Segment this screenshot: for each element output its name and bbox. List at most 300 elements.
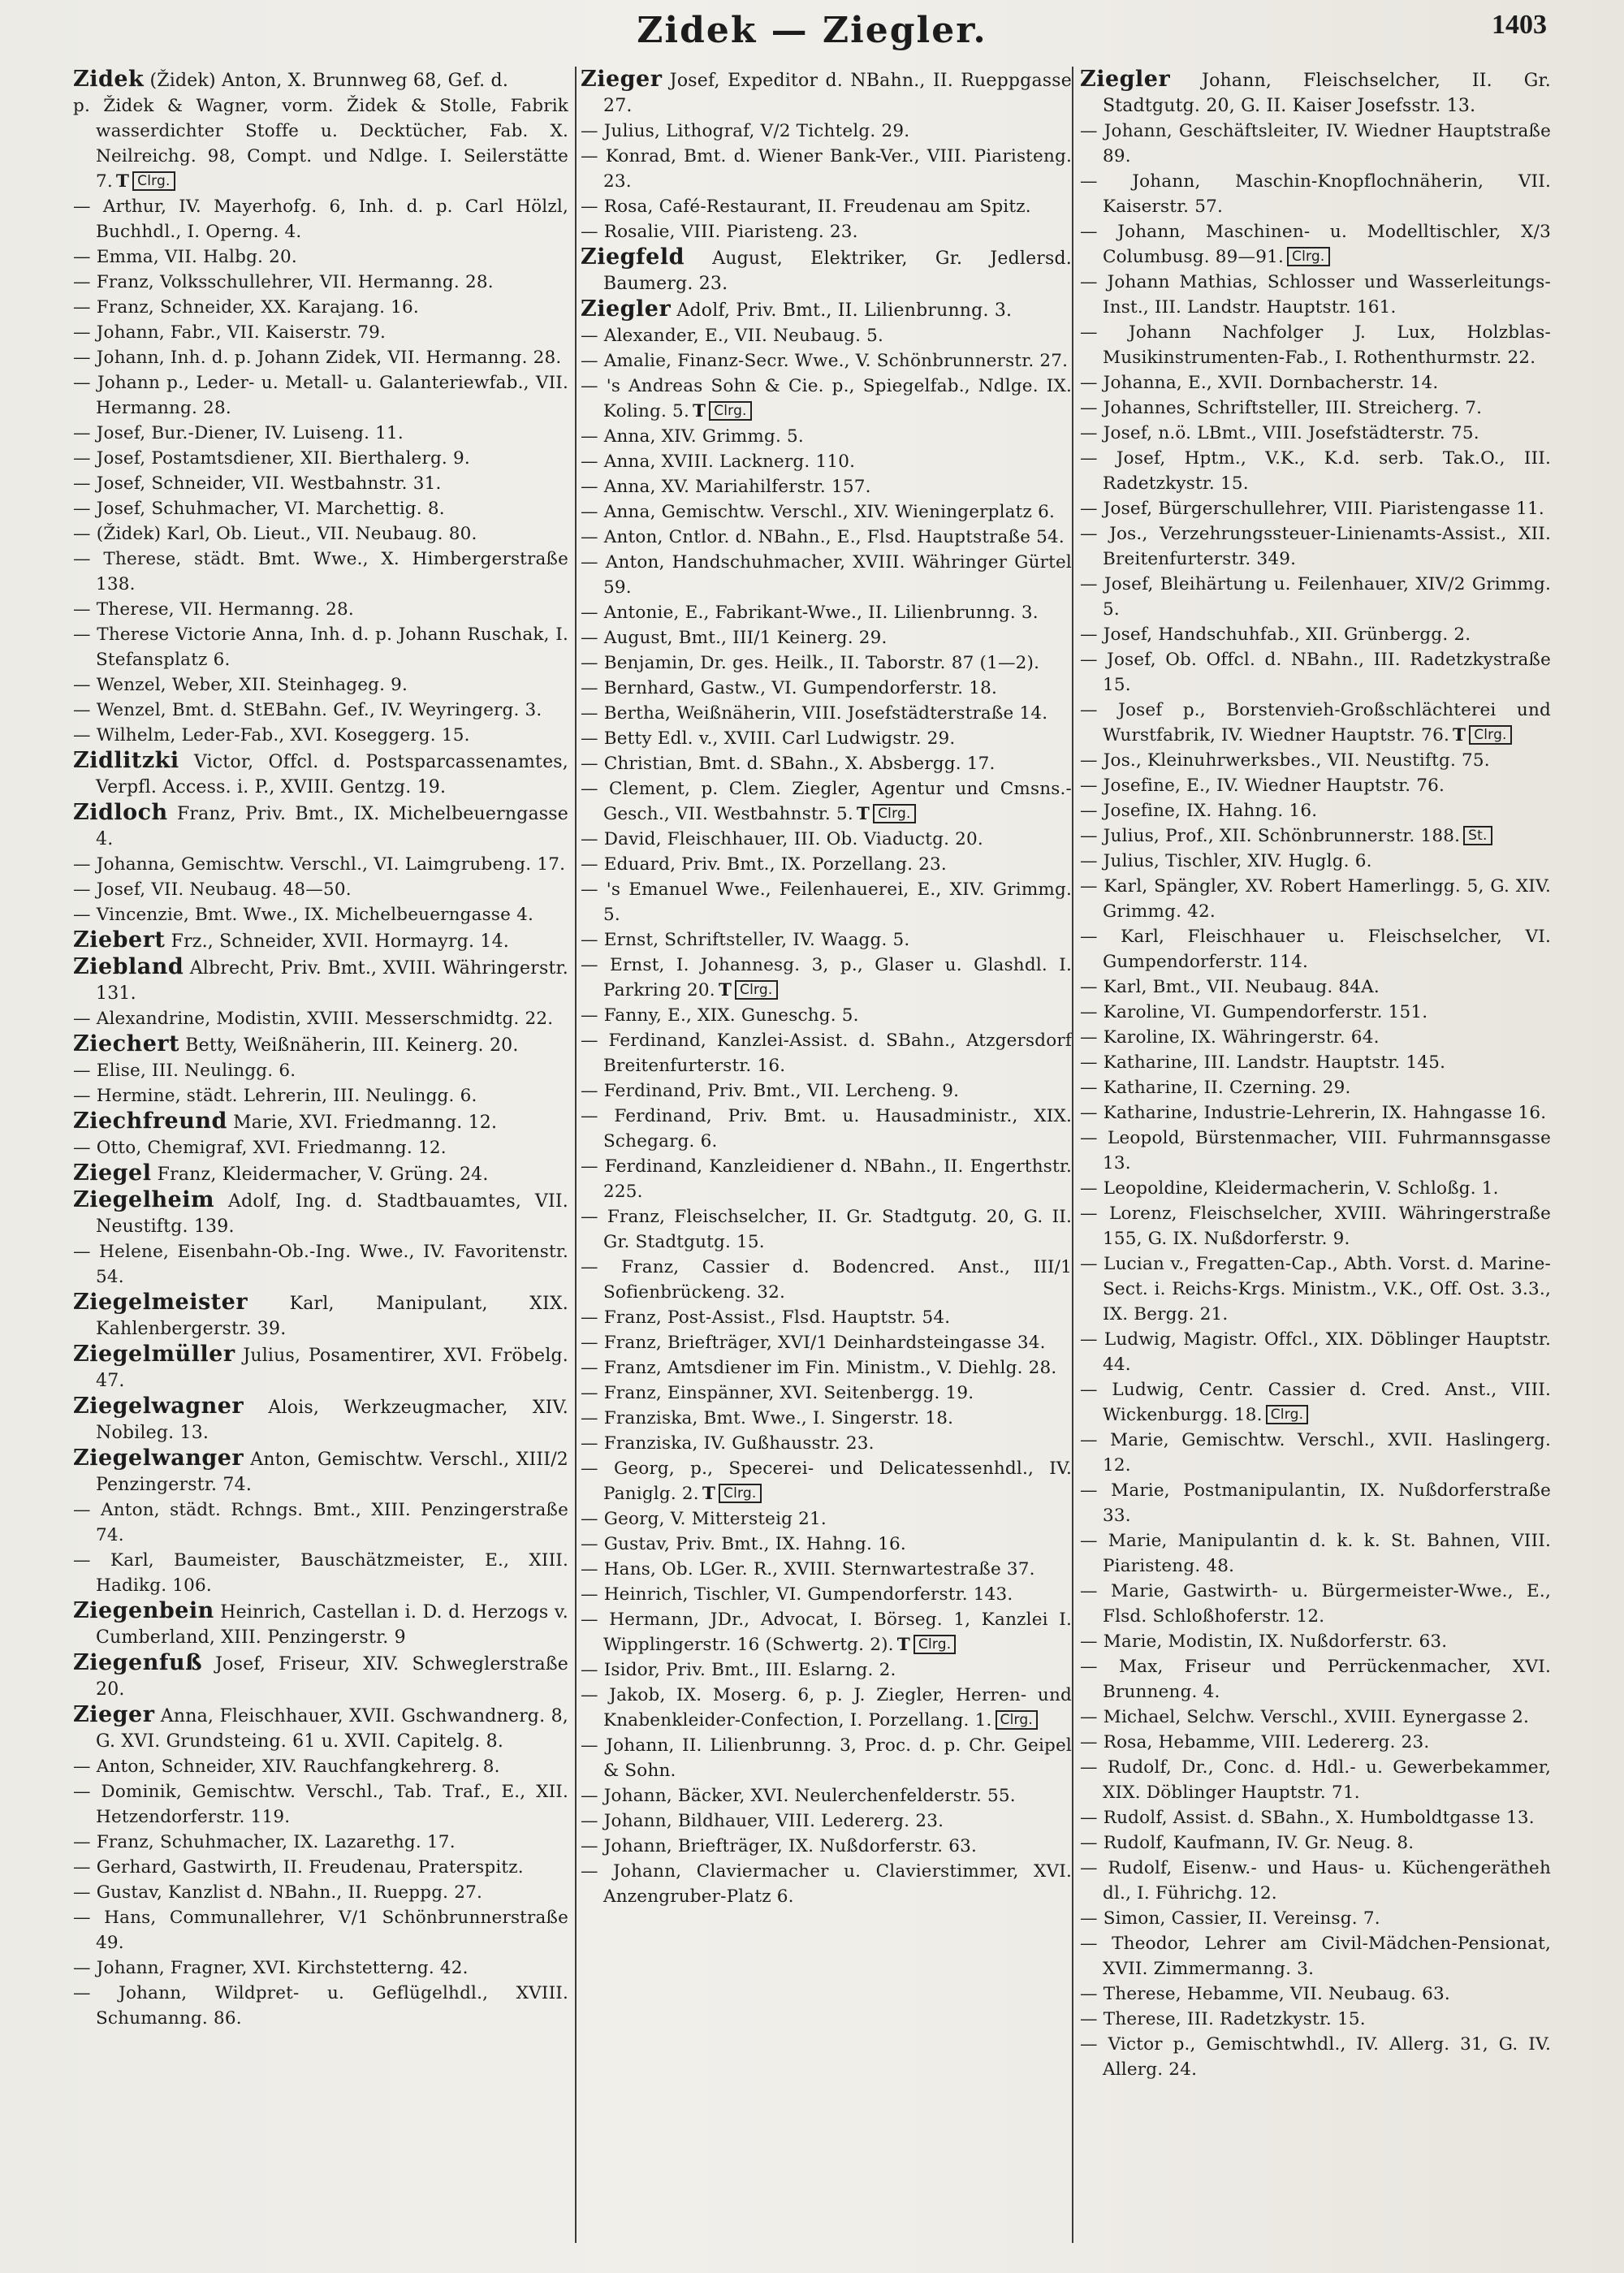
directory-entry: [73, 927, 568, 954]
entry-text: — Ferdinand, Kanzlei-Assist. d. SBahn., Atzgersdorf Breitenfurterstr. 16.: [581, 1031, 1072, 1076]
entry-text: — Josef, Handschuhfab., XII. Grünbergg. 2.: [1080, 624, 1471, 645]
entry-text: — Katharine, II. Czerning. 29.: [1080, 1078, 1351, 1098]
entry-text: — Karl, Baumeister, Bauschätzmeister, E., XIII. Hadikg. 106.: [73, 1550, 568, 1596]
entry-text: — 's Emanuel Wwe., Feilenhauerei, E., XIV. Grimmg. 5.: [581, 879, 1072, 925]
clearing-badge: Clrg.: [709, 401, 751, 421]
telephone-mark: T: [896, 1635, 910, 1655]
entry-text: — Franz, Amtsdiener im Fin. Ministm., V. Diehlg. 28.: [581, 1358, 1057, 1378]
directory-entry: [581, 650, 1072, 676]
column-1: [73, 67, 568, 2259]
entry-text: — Johann, Bäcker, XVI. Neulerchenfelderstr. 55.: [581, 1786, 1016, 1806]
directory-entry: [1080, 1705, 1551, 1730]
entry-text: — Rudolf, Eisenw.- und Haus- u. Küchengerätheh dl., I. Führichg. 12.: [1080, 1858, 1551, 1904]
entry-text: — Johann, Bildhauer, VIII. Ledererg. 23.: [581, 1811, 944, 1831]
entry-surname: Ziegler: [1080, 67, 1171, 92]
directory-entry: [581, 1859, 1072, 1909]
entry-text: — Georg, V. Mittersteig 21.: [581, 1509, 827, 1529]
directory-entry: [581, 1783, 1072, 1808]
directory-entry: [73, 698, 568, 723]
directory-entry: [581, 1456, 1072, 1506]
directory-entry: [1080, 370, 1551, 395]
directory-entry: [1080, 1629, 1551, 1654]
entry-text: — Josef, Bur.-Diener, IV. Luiseng. 11.: [73, 423, 404, 443]
directory-entry: [1080, 622, 1551, 647]
entry-text: — Johann, II. Lilienbrunng. 3, Proc. d. p. Chr. Geipel & Sohn.: [581, 1735, 1072, 1781]
entry-text: — Franziska, IV. Gußhausstr. 23.: [581, 1433, 875, 1454]
entry-text: Adolf, Priv. Bmt., II. Lilienbrunng. 3.: [676, 300, 1013, 321]
entry-text: — Josef, Bleihärtung u. Feilenhauer, XIV/2 Grimmg. 5.: [1080, 574, 1551, 620]
entry-text: — Emma, VII. Halbg. 20.: [73, 247, 297, 267]
entry-text: — Helene, Eisenbahn-Ob.-Ing. Wwe., IV. Favoritenstr. 54.: [73, 1242, 568, 1287]
directory-entry: [73, 597, 568, 622]
directory-entry: [1080, 698, 1551, 748]
telephone-mark: T: [718, 980, 732, 1000]
entry-text: — Josef, Postamtsdiener, XII. Bierthalerg. 9.: [73, 448, 470, 469]
directory-entry: [1080, 1176, 1551, 1201]
directory-entry: [1080, 1528, 1551, 1579]
entry-text: — 's Andreas Sohn & Cie. p., Spiegelfab., Ndlge. IX. Koling. 5.: [581, 376, 1072, 421]
entry-text: Victor, Offcl. d. Postsparcassenamtes, Verpfl. Access. i. P., XVIII. Gentzg. 19.: [96, 752, 568, 797]
directory-entry: [581, 1104, 1072, 1154]
entry-text: — Otto, Chemigraf, XVI. Friedmanng. 12.: [73, 1138, 447, 1158]
directory-entry: [73, 295, 568, 320]
entry-text: — Johann, Claviermacher u. Clavierstimmer, XVI. Anzengruber-Platz 6.: [581, 1861, 1072, 1907]
directory-entry: [581, 1683, 1072, 1733]
entry-text: — Betty Edl. v., XVIII. Carl Ludwigstr. 29.: [581, 728, 956, 749]
column-3: [1080, 67, 1551, 2259]
entry-text: — Simon, Cassier, II. Vereinsg. 7.: [1080, 1908, 1380, 1929]
entry-text: — Johanna, Gemischtw. Verschl., VI. Laimgrubeng. 17.: [73, 854, 566, 875]
directory-entry: [73, 1497, 568, 1548]
directory-entry: [73, 1108, 568, 1135]
directory-entry: [581, 1657, 1072, 1683]
entry-text: — Antonie, E., Fabrikant-Wwe., II. Lilienbrunng. 3.: [581, 603, 1039, 623]
directory-entry: [73, 1160, 568, 1187]
directory-entry: [581, 1330, 1072, 1355]
entry-text: Josef, Expeditor d. NBahn., II. Rueppgasse 27.: [603, 71, 1072, 116]
entry-text: — Gerhard, Gastwirth, II. Freudenau, Praterspitz.: [73, 1857, 524, 1878]
clearing-badge: Clrg.: [735, 980, 777, 1000]
directory-entry: [1080, 647, 1551, 698]
entry-text: — Johann p., Leder- u. Metall- u. Galanteriewfab., VII. Hermanng. 28.: [73, 373, 568, 418]
directory-entry: [1080, 1856, 1551, 1906]
entry-text: Adolf, Ing. d. Stadtbauamtes, VII. Neustiftg. 139.: [96, 1191, 568, 1237]
clearing-badge: Clrg.: [132, 171, 175, 191]
clearing-badge: Clrg.: [719, 1484, 761, 1503]
entry-text: — Alexandrine, Modistin, XVIII. Messerschmidtg. 22.: [73, 1009, 554, 1029]
directory-entry: [1080, 849, 1551, 874]
entry-text: — Johanna, E., XVII. Dornbacherstr. 14.: [1080, 373, 1439, 393]
entry-text: — Anton, städt. Rchngs. Bmt., XIII. Penzingerstraße 74.: [73, 1500, 568, 1545]
directory-entry: [581, 1305, 1072, 1330]
entry-surname: Zidek: [73, 67, 145, 92]
directory-entry: [581, 953, 1072, 1003]
directory-entry: [1080, 974, 1551, 1000]
entry-text: — Anna, XVIII. Lacknerg. 110.: [581, 452, 856, 472]
directory-entry: [581, 1506, 1072, 1532]
entry-text: — Johann, Geschäftsleiter, IV. Wiedner Hauptstraße 89.: [1080, 121, 1551, 166]
directory-entry: [581, 877, 1072, 927]
entry-surname: Ziebert: [73, 927, 166, 953]
directory-entry: [73, 723, 568, 748]
entry-surname: Ziegenbein: [73, 1598, 214, 1623]
entry-text: — Georg, p., Specerei- und Delicatessenhdl., IV. Paniglg. 2.: [581, 1458, 1072, 1504]
directory-entry: [581, 1255, 1072, 1305]
entry-text: — Ernst, Schriftsteller, IV. Waagg. 5.: [581, 930, 910, 950]
directory-entry: [73, 852, 568, 877]
clearing-badge: Clrg.: [1287, 247, 1329, 266]
directory-entry: [73, 1083, 568, 1108]
directory-entry: [581, 1582, 1072, 1607]
entry-text: — Karoline, IX. Währingerstr. 64.: [1080, 1027, 1380, 1048]
directory-entry: [73, 1031, 568, 1058]
directory-entry: [581, 525, 1072, 550]
entry-text: — Josefine, E., IV. Wiedner Hauptstr. 76.: [1080, 776, 1445, 796]
entry-text: Anna, Fleischhauer, XVII. Gschwandnerg. 8, G. XVI. Grundsteing. 61 u. XVII. Capitelg. 8.: [96, 1706, 568, 1752]
directory-entry: [1080, 521, 1551, 572]
directory-entry: [581, 1431, 1072, 1456]
entry-text: — Dominik, Gemischtw. Verschl., Tab. Traf., E., XII. Hetzendorferstr. 119.: [73, 1782, 568, 1827]
directory-entry: [73, 877, 568, 902]
directory-entry: [1080, 798, 1551, 823]
directory-entry: [1080, 1830, 1551, 1856]
entry-text: — Gustav, Kanzlist d. NBahn., II. Rueppg. 27.: [73, 1882, 483, 1903]
entry-text: — Isidor, Priv. Bmt., III. Eslarng. 2.: [581, 1660, 896, 1680]
entry-text: — Franz, Schneider, XX. Karajang. 16.: [73, 297, 419, 318]
directory-entry: [581, 499, 1072, 525]
directory-entry: [1080, 1126, 1551, 1176]
directory-entry: [581, 927, 1072, 953]
entry-text: — Julius, Prof., XII. Schönbrunnerstr. 188.: [1080, 826, 1461, 846]
entry-surname: Ziebland: [73, 954, 184, 979]
directory-entry: [1080, 1000, 1551, 1025]
entry-text: — Therese, III. Radetzkystr. 15.: [1080, 2009, 1366, 2029]
entry-text: Johann, Fleischselcher, II. Gr. Stadtgutg. 20, G. II. Kaiser Josefsstr. 13.: [1103, 71, 1551, 116]
directory-entry: [581, 219, 1072, 244]
telephone-mark: T: [1452, 725, 1466, 745]
directory-entry: [73, 1445, 568, 1497]
entry-text: — Clement, p. Clem. Ziegler, Agentur und Cmsns.-Gesch., VII. Westbahnstr. 5.: [581, 779, 1072, 824]
directory-entry: [1080, 421, 1551, 446]
directory-entry: [581, 1355, 1072, 1381]
entry-text: — Franz, Post-Assist., Flsd. Hauptstr. 54.: [581, 1307, 951, 1328]
entry-text: — Benjamin, Dr. ges. Heilk., II. Taborstr. 87 (1—2).: [581, 653, 1040, 673]
directory-entry: [1080, 748, 1551, 773]
directory-entry: [73, 1702, 568, 1754]
clearing-badge: Clrg.: [873, 804, 915, 823]
directory-entry: [73, 446, 568, 471]
directory-entry: [1080, 67, 1551, 119]
entry-text: Albrecht, Priv. Bmt., XVIII. Währingerstr. 131.: [96, 958, 568, 1004]
directory-entry: [1080, 270, 1551, 320]
entry-text: Anton, Gemischtw. Verschl., XIII/2 Penzingerstr. 74.: [96, 1450, 568, 1495]
entry-surname: Ziegelwagner: [73, 1394, 244, 1419]
entry-text: — Alexander, E., VII. Neubaug. 5.: [581, 326, 884, 346]
page-header: [0, 10, 1624, 58]
directory-entry: [73, 1830, 568, 1855]
entry-surname: Ziegelmeister: [73, 1290, 248, 1315]
entry-text: — Rudolf, Assist. d. SBahn., X. Humboldtgasse 13.: [1080, 1808, 1535, 1828]
entry-text: — Rudolf, Dr., Conc. d. Hdl.- u. Gewerbekammer, XIX. Döblinger Hauptstr. 71.: [1080, 1757, 1551, 1803]
directory-entry: [581, 244, 1072, 296]
entry-text: — Anna, Gemischtw. Verschl., XIV. Wieningerplatz 6.: [581, 502, 1056, 522]
directory-entry: [1080, 1931, 1551, 1981]
directory-entry: [581, 348, 1072, 374]
directory-entry: [1080, 572, 1551, 622]
entry-text: — Franz, Cassier d. Bodencred. Anst., III/1 Sofienbrückeng. 32.: [581, 1257, 1072, 1303]
directory-entry: [1080, 395, 1551, 421]
directory-entry: [73, 194, 568, 244]
entry-text: — Max, Friseur und Perrückenmacher, XVI. Brunneng. 4.: [1080, 1657, 1551, 1702]
entry-text: — Elise, III. Neulingg. 6.: [73, 1061, 296, 1081]
directory-entry: [581, 852, 1072, 877]
directory-entry: [1080, 496, 1551, 521]
entry-text: — Ludwig, Centr. Cassier d. Cred. Anst., VIII. Wickenburgg. 18.: [1080, 1380, 1551, 1425]
directory-entry: [73, 622, 568, 672]
directory-entry: [1080, 320, 1551, 370]
entry-text: — Ferdinand, Priv. Bmt. u. Hausadministr., XIX. Schegarg. 6.: [581, 1106, 1072, 1152]
directory-entry: [1080, 1428, 1551, 1478]
directory-entry: [73, 1006, 568, 1031]
directory-entry: [581, 144, 1072, 194]
entry-text: — Josef p., Borstenvieh-Großschlächterei und Wurstfabrik, IV. Wiedner Hauptstr. 76.: [1080, 700, 1551, 745]
directory-entry: [1080, 119, 1551, 169]
directory-entry: [1080, 2032, 1551, 2082]
directory-entry: [1080, 1906, 1551, 1931]
directory-entry: [1080, 924, 1551, 974]
entry-text: — Anna, XIV. Grimmg. 5.: [581, 426, 804, 447]
directory-entry: [73, 1394, 568, 1445]
directory-entry: [581, 1607, 1072, 1657]
entry-text: Franz, Kleidermacher, V. Grüng. 24.: [157, 1165, 489, 1185]
entry-text: — Josef, Schuhmacher, VI. Marchettig. 8.: [73, 499, 445, 519]
directory-entry: [73, 1955, 568, 1981]
entry-text: — Christian, Bmt. d. SBahn., X. Absbergg. 17.: [581, 754, 996, 774]
entry-text: — Franz, Schuhmacher, IX. Lazarethg. 17.: [73, 1832, 456, 1852]
directory-entry: [581, 1381, 1072, 1406]
directory-entry: [73, 1880, 568, 1905]
directory-entry: [1080, 1579, 1551, 1629]
entry-text: — Anton, Schneider, XIV. Rauchfangkehrerg. 8.: [73, 1757, 500, 1777]
directory-entry: [73, 270, 568, 295]
directory-entry: [581, 751, 1072, 776]
entry-text: — Josef, Bürgerschullehrer, VIII. Piaristengasse 11.: [1080, 499, 1544, 519]
entry-text: Marie, XVI. Friedmanng. 12.: [233, 1113, 498, 1133]
entry-text: — August, Bmt., III/1 Keinerg. 29.: [581, 628, 888, 648]
directory-entry: [1080, 1327, 1551, 1377]
directory-entry: [73, 496, 568, 521]
entry-text: — Wilhelm, Leder-Fab., XVI. Koseggerg. 15.: [73, 725, 470, 745]
entry-text: — David, Fleischhauer, III. Ob. Viaductg. 20.: [581, 829, 983, 849]
entry-text: — Arthur, IV. Mayerhofg. 6, Inh. d. p. Carl Hölzl, Buchhdl., I. Operng. 4.: [73, 197, 568, 242]
entry-text: — Fanny, E., XIX. Guneschg. 5.: [581, 1005, 859, 1026]
entry-text: — Rosa, Hebamme, VIII. Ledererg. 23.: [1080, 1732, 1430, 1752]
entry-text: — Hermann, JDr., Advocat, I. Börseg. 1, Kanzlei I. Wipplingerstr. 16 (Schwertg. 2).: [581, 1610, 1072, 1655]
entry-text: — Hans, Ob. LGer. R., XVIII. Sternwartestraße 37.: [581, 1559, 1035, 1579]
telephone-mark: T: [692, 401, 706, 421]
entry-surname: Zidloch: [73, 800, 168, 825]
page-number: 1403: [1492, 10, 1547, 40]
directory-entry: [581, 776, 1072, 827]
directory-entry: [581, 1154, 1072, 1204]
entry-surname: Ziegelmüller: [73, 1342, 235, 1367]
directory-entry: [1080, 1100, 1551, 1126]
directory-entry: [581, 726, 1072, 751]
entry-text: — Bernhard, Gastw., VI. Gumpendorferstr. 18.: [581, 678, 998, 698]
directory-entry: [73, 521, 568, 547]
directory-entry: [581, 1733, 1072, 1783]
directory-entry: [1080, 1025, 1551, 1050]
directory-entry: [73, 1187, 568, 1239]
entry-text: — Michael, Selchw. Verschl., XVIII. Eynergasse 2.: [1080, 1707, 1529, 1727]
directory-entry: [1080, 1075, 1551, 1100]
entry-text: — Franz, Briefträger, XVI/1 Deinhardsteingasse 34.: [581, 1333, 1046, 1353]
directory-entry: [73, 345, 568, 370]
entry-text: — Therese Victorie Anna, Inh. d. p. Johann Ruschak, I. Stefansplatz 6.: [73, 624, 568, 670]
entry-text: — Leopold, Bürstenmacher, VIII. Fuhrmannsgasse 13.: [1080, 1128, 1551, 1173]
directory-entry: [581, 1532, 1072, 1557]
directory-entry: [73, 1548, 568, 1598]
directory-entry: [581, 296, 1072, 323]
entry-text: — Karl, Fleischhauer u. Fleischselcher, VI. Gumpendorferstr. 114.: [1080, 927, 1551, 972]
entry-text: — Therese, Hebamme, VII. Neubaug. 63.: [1080, 1984, 1450, 2004]
directory-entry: [73, 67, 568, 93]
columns: [73, 67, 1551, 2259]
entry-text: — Josefine, IX. Hahng. 16.: [1080, 801, 1318, 821]
entry-text: — Josef, Ob. Offcl. d. NBahn., III. Radetzkystraße 15.: [1080, 650, 1551, 695]
running-head: Zidek — Ziegler.: [637, 10, 987, 51]
entry-text: Frz., Schneider, XVII. Hormayrg. 14.: [171, 931, 509, 952]
entry-text: — Gustav, Priv. Bmt., IX. Hahng. 16.: [581, 1534, 906, 1554]
directory-entry: [73, 471, 568, 496]
telephone-mark: T: [702, 1484, 716, 1504]
directory-entry: [1080, 823, 1551, 849]
entry-surname: Ziegfeld: [581, 244, 685, 270]
directory-entry: [581, 119, 1072, 144]
entry-text: — Rosalie, VIII. Piaristeng. 23.: [581, 222, 858, 242]
entry-text: Alois, Werkzeugmacher, XIV. Nobileg. 13.: [96, 1398, 568, 1443]
directory-entry: [581, 194, 1072, 219]
entry-surname: Ziechfreund: [73, 1108, 227, 1134]
entry-text: — Franz, Volksschullehrer, VII. Hermanng. 28.: [73, 272, 494, 292]
directory-entry: [581, 449, 1072, 474]
entry-text: — Wenzel, Weber, XII. Steinhageg. 9.: [73, 675, 408, 695]
directory-entry: [1080, 1981, 1551, 2007]
directory-entry: [73, 1290, 568, 1342]
directory-entry: [581, 1204, 1072, 1255]
directory-entry: [73, 1905, 568, 1955]
clearing-badge: Clrg.: [1266, 1405, 1308, 1424]
entry-text: — Victor p., Gemischtwhdl., IV. Allerg. 31, G. IV. Allerg. 24.: [1080, 2034, 1551, 2080]
entry-text: Josef, Friseur, XIV. Schweglerstraße 20.: [96, 1654, 568, 1700]
entry-text: — Anton, Handschuhmacher, XVIII. Währinger Gürtel 59.: [581, 552, 1072, 598]
entry-text: — Jakob, IX. Moserg. 6, p. J. Ziegler, Herren- und Knabenkleider-Confection, I. Porzellang. 1.: [581, 1685, 1072, 1731]
entry-text: — Karl, Bmt., VII. Neubaug. 84A.: [1080, 977, 1380, 997]
entry-text: — Rudolf, Kaufmann, IV. Gr. Neug. 8.: [1080, 1833, 1415, 1853]
entry-text: — Julius, Lithograf, V/2 Tichtelg. 29.: [581, 121, 910, 141]
clearing-badge: Clrg.: [914, 1635, 956, 1654]
directory-entry: [73, 748, 568, 800]
directory-entry: [73, 1855, 568, 1880]
directory-entry: [1080, 1654, 1551, 1705]
entry-text: — Johann, Fabr., VII. Kaiserstr. 79.: [73, 322, 387, 343]
directory-entry: [73, 954, 568, 1006]
directory-entry: [73, 1135, 568, 1160]
directory-entry: [1080, 1755, 1551, 1805]
entry-text: (Židek) Anton, X. Brunnweg 68, Gef. d.: [149, 71, 509, 91]
directory-entry: [581, 374, 1072, 424]
entry-surname: Zieger: [581, 67, 663, 92]
directory-entry: [1080, 1050, 1551, 1075]
directory-entry: [581, 550, 1072, 600]
directory-entry: [73, 320, 568, 345]
entry-text: — Julius, Tischler, XIV. Huglg. 6.: [1080, 851, 1372, 871]
directory-entry: [581, 1406, 1072, 1431]
directory-entry: [1080, 1377, 1551, 1428]
entry-text: — Lorenz, Fleischselcher, XVIII. Währingerstraße 155, G. IX. Nußdorferstr. 9.: [1080, 1203, 1551, 1249]
entry-text: — Johannes, Schriftsteller, III. Streicherg. 7.: [1080, 398, 1483, 418]
directory-entry: [581, 1003, 1072, 1028]
directory-entry: [73, 1058, 568, 1083]
directory-entry: [1080, 1730, 1551, 1755]
directory-entry: [73, 370, 568, 421]
entry-text: — Johann, Fragner, XVI. Kirchstetterng. 42.: [73, 1958, 469, 1978]
directory-entry: [73, 800, 568, 852]
entry-text: — Bertha, Weißnäherin, VIII. Josefstädterstraße 14.: [581, 703, 1048, 724]
directory-entry: [1080, 2007, 1551, 2032]
entry-text: — Marie, Gemischtw. Verschl., XVII. Haslingerg. 12.: [1080, 1430, 1551, 1476]
directory-entry: [73, 1650, 568, 1702]
entry-text: — Karoline, VI. Gumpendorferstr. 151.: [1080, 1002, 1428, 1022]
entry-surname: Ziechert: [73, 1031, 180, 1057]
directory-entry: [581, 424, 1072, 449]
entry-text: — Hans, Communallehrer, V/1 Schönbrunnerstraße 49.: [73, 1908, 568, 1953]
entry-text: — Ernst, I. Johannesg. 3, p., Glaser u. Glashdl. I. Parkring 20.: [581, 955, 1072, 1000]
clearing-badge: Clrg.: [1469, 725, 1511, 745]
directory-entry: [73, 1779, 568, 1830]
entry-text: — Franz, Einspänner, XVI. Seitenbergg. 19.: [581, 1383, 974, 1403]
directory-entry: [73, 1239, 568, 1290]
entry-text: — Lucian v., Fregatten-Cap., Abth. Vorst. d. Marine-Sect. i. Reichs-Krgs. Ministm., V.K., Off. Ost. 3.3., IX. Bergg. 21.: [1080, 1254, 1551, 1324]
entry-surname: Ziegel: [73, 1160, 152, 1186]
directory-entry: [1080, 169, 1551, 219]
directory-entry: [73, 672, 568, 698]
directory-entry: [73, 244, 568, 270]
directory-entry: [73, 547, 568, 597]
entry-text: — Jos., Kleinuhrwerksbes., VII. Neustiftg. 75.: [1080, 750, 1490, 771]
entry-text: — Johann, Maschinen- u. Modelltischler, X/3 Columbusg. 89—91.: [1080, 222, 1551, 267]
entry-text: — Franziska, Bmt. Wwe., I. Singerstr. 18.: [581, 1408, 954, 1428]
directory-entry: [581, 827, 1072, 852]
directory-entry: [581, 1834, 1072, 1859]
telephone-mark: T: [115, 171, 130, 192]
directory-entry: [581, 676, 1072, 701]
entry-text: — Therese, städt. Bmt. Wwe., X. Himbergerstraße 138.: [73, 549, 568, 594]
entry-text: — Anton, Cntlor. d. NBahn., E., Flsd. Hauptstraße 54.: [581, 527, 1065, 547]
entry-text: — Marie, Modistin, IX. Nußdorferstr. 63.: [1080, 1631, 1448, 1652]
directory-entry: [581, 323, 1072, 348]
directory-entry: [581, 600, 1072, 625]
directory-entry: [581, 625, 1072, 650]
entry-text: Karl, Manipulant, XIX. Kahlenbergerstr. 39.: [96, 1294, 568, 1339]
entry-text: — Anna, XV. Mariahilferstr. 157.: [581, 477, 871, 497]
entry-text: — Johann, Wildpret- u. Geflügelhdl., XVIII. Schumanng. 86.: [73, 1983, 568, 2029]
entry-text: — Johann, Inh. d. p. Johann Zidek, VII. Hermanng. 28.: [73, 348, 562, 368]
entry-text: — Ferdinand, Kanzleidiener d. NBahn., II. Engerthstr. 225.: [581, 1156, 1072, 1202]
directory-entry: [1080, 1478, 1551, 1528]
entry-text: — Theodor, Lehrer am Civil-Mädchen-Pensionat, XVII. Zimmermanng. 3.: [1080, 1934, 1551, 1979]
clearing-badge: Clrg.: [996, 1710, 1038, 1730]
